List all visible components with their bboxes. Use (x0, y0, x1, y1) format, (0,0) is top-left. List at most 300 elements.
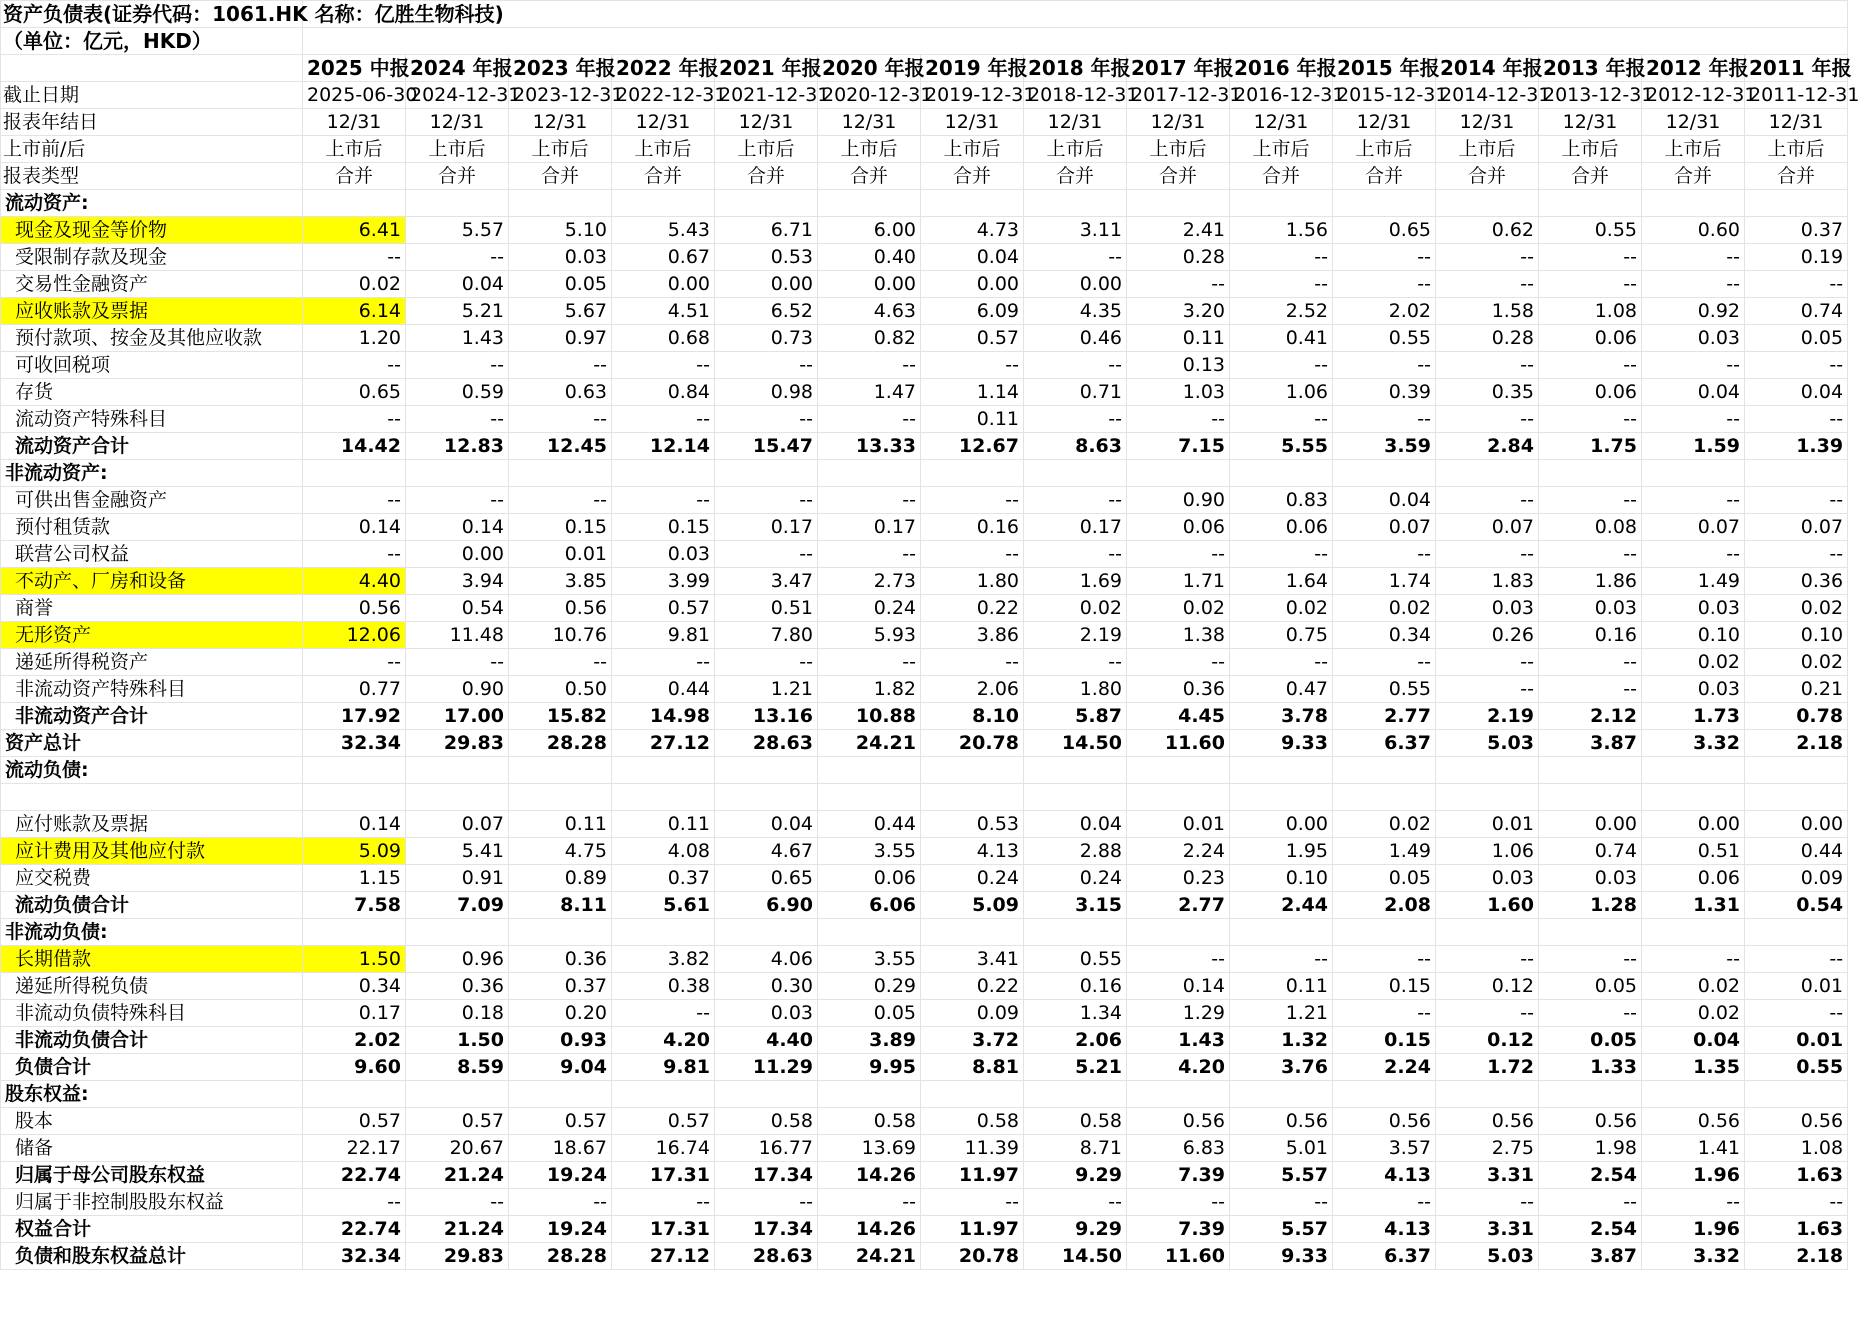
value-cell[interactable]: -- (1127, 945, 1230, 972)
value-cell[interactable] (1024, 784, 1127, 811)
row-label-cell[interactable]: 存货 (1, 379, 303, 406)
value-cell[interactable]: 3.47 (715, 568, 818, 595)
value-cell[interactable]: 28.63 (715, 730, 818, 757)
value-cell[interactable]: 2012-12-31 (1642, 82, 1745, 109)
value-cell[interactable]: -- (1436, 649, 1539, 676)
value-cell[interactable] (303, 918, 406, 945)
value-cell[interactable]: 1.96 (1642, 1215, 1745, 1242)
value-cell[interactable]: 0.04 (1745, 379, 1848, 406)
value-cell[interactable]: 8.81 (921, 1053, 1024, 1080)
value-cell[interactable]: 3.57 (1333, 1134, 1436, 1161)
value-cell[interactable]: 9.04 (509, 1053, 612, 1080)
value-cell[interactable]: 1.83 (1436, 568, 1539, 595)
value-cell[interactable]: 合并 (715, 163, 818, 190)
value-cell[interactable]: 0.54 (1745, 891, 1848, 918)
value-cell[interactable]: 0.96 (406, 945, 509, 972)
value-cell[interactable] (921, 190, 1024, 217)
value-cell[interactable]: 0.75 (1230, 622, 1333, 649)
value-cell[interactable]: 上市后 (1642, 136, 1745, 163)
value-cell[interactable]: 9.33 (1230, 730, 1333, 757)
row-label-cell[interactable]: 储备 (1, 1134, 303, 1161)
value-cell[interactable]: -- (303, 406, 406, 433)
value-cell[interactable]: -- (406, 352, 509, 379)
value-cell[interactable]: -- (509, 1188, 612, 1215)
value-cell[interactable]: 16.74 (612, 1134, 715, 1161)
value-cell[interactable]: 17.34 (715, 1215, 818, 1242)
value-cell[interactable]: 0.03 (509, 244, 612, 271)
value-cell[interactable]: 5.57 (1230, 1215, 1333, 1242)
value-cell[interactable]: 1.75 (1539, 433, 1642, 460)
value-cell[interactable]: 5.10 (509, 217, 612, 244)
value-cell[interactable]: 上市后 (303, 136, 406, 163)
value-cell[interactable]: 13.69 (818, 1134, 921, 1161)
value-cell[interactable]: 2015-12-31 (1333, 82, 1436, 109)
value-cell[interactable] (1642, 190, 1745, 217)
value-cell[interactable]: 18.67 (509, 1134, 612, 1161)
value-cell[interactable] (1230, 918, 1333, 945)
value-cell[interactable]: -- (818, 649, 921, 676)
value-cell[interactable]: 14.50 (1024, 730, 1127, 757)
value-cell[interactable]: 17.31 (612, 1161, 715, 1188)
value-cell[interactable]: -- (1539, 945, 1642, 972)
value-cell[interactable]: 0.02 (303, 271, 406, 298)
value-cell[interactable] (406, 784, 509, 811)
unit-filler[interactable] (303, 28, 1848, 55)
value-cell[interactable]: 5.67 (509, 298, 612, 325)
value-cell[interactable]: 12/31 (1745, 109, 1848, 136)
value-cell[interactable]: 19.24 (509, 1215, 612, 1242)
value-cell[interactable]: 1.80 (1024, 676, 1127, 703)
value-cell[interactable]: 1.80 (921, 568, 1024, 595)
value-cell[interactable] (818, 784, 921, 811)
value-cell[interactable]: -- (1745, 406, 1848, 433)
value-cell[interactable]: 0.24 (921, 864, 1024, 891)
value-cell[interactable]: 0.09 (921, 999, 1024, 1026)
row-label-cell[interactable]: 股本 (1, 1107, 303, 1134)
value-cell[interactable]: 0.06 (1230, 514, 1333, 541)
value-cell[interactable]: 0.11 (921, 406, 1024, 433)
value-cell[interactable]: 1.06 (1436, 837, 1539, 864)
row-label-cell[interactable]: 现金及现金等价物 (1, 217, 303, 244)
value-cell[interactable]: 3.32 (1642, 1242, 1745, 1269)
value-cell[interactable]: 0.02 (1745, 649, 1848, 676)
row-label-cell[interactable]: 流动资产合计 (1, 433, 303, 460)
value-cell[interactable] (1436, 918, 1539, 945)
value-cell[interactable] (509, 784, 612, 811)
value-cell[interactable] (818, 757, 921, 784)
value-cell[interactable]: -- (1230, 352, 1333, 379)
value-cell[interactable]: 7.80 (715, 622, 818, 649)
value-cell[interactable]: 0.00 (1642, 810, 1745, 837)
value-cell[interactable]: 0.57 (303, 1107, 406, 1134)
value-cell[interactable]: 1.50 (303, 945, 406, 972)
value-cell[interactable]: 3.86 (921, 622, 1024, 649)
value-cell[interactable]: 2.54 (1539, 1161, 1642, 1188)
value-cell[interactable]: 6.52 (715, 298, 818, 325)
value-cell[interactable]: 0.00 (818, 271, 921, 298)
value-cell[interactable] (921, 784, 1024, 811)
value-cell[interactable]: -- (1745, 541, 1848, 568)
value-cell[interactable]: 2.41 (1127, 217, 1230, 244)
value-cell[interactable]: 4.35 (1024, 298, 1127, 325)
value-cell[interactable]: 3.15 (1024, 891, 1127, 918)
value-cell[interactable]: -- (1539, 352, 1642, 379)
row-label-cell[interactable]: 长期借款 (1, 945, 303, 972)
value-cell[interactable]: -- (1642, 487, 1745, 514)
value-cell[interactable] (406, 757, 509, 784)
value-cell[interactable]: 0.30 (715, 972, 818, 999)
value-cell[interactable]: 1.21 (715, 676, 818, 703)
value-cell[interactable]: -- (1333, 271, 1436, 298)
value-cell[interactable]: 1.15 (303, 864, 406, 891)
value-cell[interactable]: 2017-12-31 (1127, 82, 1230, 109)
value-cell[interactable]: 12/31 (715, 109, 818, 136)
value-cell[interactable]: 0.82 (818, 325, 921, 352)
value-cell[interactable]: 12.83 (406, 433, 509, 460)
value-cell[interactable] (715, 757, 818, 784)
value-cell[interactable]: 0.21 (1745, 676, 1848, 703)
value-cell[interactable]: -- (1539, 1188, 1642, 1215)
value-cell[interactable]: 17.00 (406, 703, 509, 730)
value-cell[interactable]: 0.22 (921, 595, 1024, 622)
value-cell[interactable]: 0.03 (1642, 676, 1745, 703)
value-cell[interactable]: 0.65 (303, 379, 406, 406)
value-cell[interactable] (1333, 784, 1436, 811)
value-cell[interactable]: 14.50 (1024, 1242, 1127, 1269)
value-cell[interactable]: 1.03 (1127, 379, 1230, 406)
value-cell[interactable]: -- (1745, 945, 1848, 972)
row-label-cell[interactable] (1, 784, 303, 811)
value-cell[interactable]: 0.04 (1333, 487, 1436, 514)
value-cell[interactable]: 0.11 (1230, 972, 1333, 999)
value-cell[interactable]: 0.56 (303, 595, 406, 622)
value-cell[interactable]: 合并 (1127, 163, 1230, 190)
value-cell[interactable]: 1.82 (818, 676, 921, 703)
value-cell[interactable]: 20.78 (921, 1242, 1024, 1269)
value-cell[interactable]: 0.84 (612, 379, 715, 406)
row-label-cell[interactable]: 非流动负债特殊科目 (1, 999, 303, 1026)
value-cell[interactable]: 3.87 (1539, 730, 1642, 757)
value-cell[interactable]: 上市后 (406, 136, 509, 163)
value-cell[interactable]: 2.08 (1333, 891, 1436, 918)
value-cell[interactable]: -- (1436, 1188, 1539, 1215)
value-cell[interactable]: 0.92 (1642, 298, 1745, 325)
value-cell[interactable]: 0.83 (1230, 487, 1333, 514)
period-header-cell[interactable]: 2019 年报 (921, 55, 1024, 82)
value-cell[interactable]: -- (1024, 352, 1127, 379)
value-cell[interactable]: 5.57 (406, 217, 509, 244)
value-cell[interactable]: 合并 (1539, 163, 1642, 190)
value-cell[interactable]: 0.03 (1539, 864, 1642, 891)
value-cell[interactable] (1230, 190, 1333, 217)
value-cell[interactable] (509, 460, 612, 487)
row-label-cell[interactable]: 非流动资产合计 (1, 703, 303, 730)
value-cell[interactable] (818, 190, 921, 217)
value-cell[interactable]: 1.59 (1642, 433, 1745, 460)
value-cell[interactable]: 6.37 (1333, 1242, 1436, 1269)
value-cell[interactable] (1436, 1080, 1539, 1107)
value-cell[interactable]: -- (303, 487, 406, 514)
value-cell[interactable]: 0.11 (612, 810, 715, 837)
value-cell[interactable]: 1.64 (1230, 568, 1333, 595)
value-cell[interactable]: 17.92 (303, 703, 406, 730)
value-cell[interactable] (1024, 460, 1127, 487)
value-cell[interactable]: 0.17 (715, 514, 818, 541)
value-cell[interactable]: 11.60 (1127, 1242, 1230, 1269)
value-cell[interactable]: 14.26 (818, 1215, 921, 1242)
value-cell[interactable] (921, 1080, 1024, 1107)
value-cell[interactable]: 0.57 (406, 1107, 509, 1134)
value-cell[interactable]: 0.77 (303, 676, 406, 703)
value-cell[interactable]: -- (612, 352, 715, 379)
value-cell[interactable]: 0.56 (509, 595, 612, 622)
value-cell[interactable]: 12/31 (1436, 109, 1539, 136)
value-cell[interactable]: 7.39 (1127, 1215, 1230, 1242)
value-cell[interactable]: 9.29 (1024, 1161, 1127, 1188)
value-cell[interactable]: 0.55 (1745, 1053, 1848, 1080)
row-label-cell[interactable]: 预付款项、按金及其他应收款 (1, 325, 303, 352)
value-cell[interactable]: 0.04 (921, 244, 1024, 271)
value-cell[interactable]: 11.29 (715, 1053, 818, 1080)
value-cell[interactable]: 5.55 (1230, 433, 1333, 460)
value-cell[interactable]: 0.07 (1745, 514, 1848, 541)
value-cell[interactable]: 1.32 (1230, 1026, 1333, 1053)
value-cell[interactable]: -- (715, 352, 818, 379)
value-cell[interactable]: -- (1230, 649, 1333, 676)
value-cell[interactable]: 7.58 (303, 891, 406, 918)
value-cell[interactable]: 9.29 (1024, 1215, 1127, 1242)
row-label-cell[interactable]: 应交税费 (1, 864, 303, 891)
value-cell[interactable]: 1.14 (921, 379, 1024, 406)
value-cell[interactable]: -- (1436, 352, 1539, 379)
value-cell[interactable]: 5.09 (921, 891, 1024, 918)
value-cell[interactable] (1642, 784, 1745, 811)
value-cell[interactable]: 27.12 (612, 730, 715, 757)
value-cell[interactable]: -- (1539, 406, 1642, 433)
value-cell[interactable]: -- (303, 649, 406, 676)
value-cell[interactable]: -- (1745, 271, 1848, 298)
value-cell[interactable]: 2011-12-31 (1745, 82, 1848, 109)
value-cell[interactable]: 0.01 (1436, 810, 1539, 837)
value-cell[interactable]: 3.11 (1024, 217, 1127, 244)
value-cell[interactable]: 14.98 (612, 703, 715, 730)
value-cell[interactable]: 0.05 (1333, 864, 1436, 891)
value-cell[interactable]: 0.14 (406, 514, 509, 541)
value-cell[interactable]: 12/31 (1127, 109, 1230, 136)
value-cell[interactable]: 0.98 (715, 379, 818, 406)
value-cell[interactable]: 0.17 (1024, 514, 1127, 541)
value-cell[interactable]: 28.28 (509, 1242, 612, 1269)
value-cell[interactable]: 2.06 (1024, 1026, 1127, 1053)
value-cell[interactable]: 7.39 (1127, 1161, 1230, 1188)
value-cell[interactable]: 1.43 (406, 325, 509, 352)
value-cell[interactable]: 5.93 (818, 622, 921, 649)
value-cell[interactable]: 上市后 (1436, 136, 1539, 163)
value-cell[interactable]: 2.12 (1539, 703, 1642, 730)
value-cell[interactable]: 2023-12-31 (509, 82, 612, 109)
value-cell[interactable] (1539, 190, 1642, 217)
value-cell[interactable]: 4.13 (1333, 1161, 1436, 1188)
value-cell[interactable]: 2.06 (921, 676, 1024, 703)
value-cell[interactable]: 1.74 (1333, 568, 1436, 595)
value-cell[interactable]: 0.07 (1333, 514, 1436, 541)
value-cell[interactable]: 0.55 (1024, 945, 1127, 972)
value-cell[interactable]: 5.61 (612, 891, 715, 918)
value-cell[interactable]: 11.48 (406, 622, 509, 649)
value-cell[interactable] (509, 757, 612, 784)
value-cell[interactable]: 合并 (921, 163, 1024, 190)
value-cell[interactable]: 0.07 (1642, 514, 1745, 541)
value-cell[interactable] (1642, 1080, 1745, 1107)
value-cell[interactable]: -- (1539, 541, 1642, 568)
value-cell[interactable]: 9.81 (612, 1053, 715, 1080)
value-cell[interactable]: 1.56 (1230, 217, 1333, 244)
value-cell[interactable]: 0.18 (406, 999, 509, 1026)
value-cell[interactable]: 0.04 (1642, 379, 1745, 406)
value-cell[interactable] (1333, 1080, 1436, 1107)
value-cell[interactable]: 1.41 (1642, 1134, 1745, 1161)
value-cell[interactable]: 2016-12-31 (1230, 82, 1333, 109)
value-cell[interactable]: 13.16 (715, 703, 818, 730)
value-cell[interactable]: 10.88 (818, 703, 921, 730)
value-cell[interactable]: 28.63 (715, 1242, 818, 1269)
value-cell[interactable]: 12/31 (818, 109, 921, 136)
value-cell[interactable]: 6.09 (921, 298, 1024, 325)
value-cell[interactable]: 2024-12-31 (406, 82, 509, 109)
value-cell[interactable]: 0.03 (612, 541, 715, 568)
value-cell[interactable] (715, 190, 818, 217)
value-cell[interactable]: 0.17 (818, 514, 921, 541)
value-cell[interactable]: 0.10 (1230, 864, 1333, 891)
value-cell[interactable]: 12/31 (1539, 109, 1642, 136)
period-header-cell[interactable]: 2022 年报 (612, 55, 715, 82)
value-cell[interactable] (1333, 757, 1436, 784)
period-header-cell[interactable]: 2018 年报 (1024, 55, 1127, 82)
value-cell[interactable] (1745, 757, 1848, 784)
value-cell[interactable]: -- (921, 541, 1024, 568)
value-cell[interactable]: -- (1230, 271, 1333, 298)
value-cell[interactable]: 3.20 (1127, 298, 1230, 325)
value-cell[interactable]: 0.37 (1745, 217, 1848, 244)
value-cell[interactable]: 0.16 (1539, 622, 1642, 649)
value-cell[interactable]: -- (1642, 352, 1745, 379)
value-cell[interactable]: 1.63 (1745, 1161, 1848, 1188)
value-cell[interactable]: -- (1642, 1188, 1745, 1215)
value-cell[interactable]: -- (818, 352, 921, 379)
value-cell[interactable]: 0.00 (921, 271, 1024, 298)
value-cell[interactable]: -- (303, 541, 406, 568)
value-cell[interactable]: 0.65 (715, 864, 818, 891)
value-cell[interactable]: 0.67 (612, 244, 715, 271)
row-label-cell[interactable]: 上市前/后 (1, 136, 303, 163)
value-cell[interactable]: 0.16 (921, 514, 1024, 541)
value-cell[interactable]: 0.02 (1642, 649, 1745, 676)
value-cell[interactable]: 上市后 (818, 136, 921, 163)
value-cell[interactable]: 3.78 (1230, 703, 1333, 730)
value-cell[interactable]: 5.43 (612, 217, 715, 244)
value-cell[interactable] (1127, 190, 1230, 217)
value-cell[interactable]: -- (1642, 945, 1745, 972)
value-cell[interactable] (612, 460, 715, 487)
period-header-cell[interactable]: 2021 年报 (715, 55, 818, 82)
value-cell[interactable]: 6.83 (1127, 1134, 1230, 1161)
value-cell[interactable] (1745, 918, 1848, 945)
value-cell[interactable]: 6.37 (1333, 730, 1436, 757)
value-cell[interactable]: -- (1333, 999, 1436, 1026)
value-cell[interactable]: 9.95 (818, 1053, 921, 1080)
value-cell[interactable]: -- (818, 487, 921, 514)
value-cell[interactable]: 5.03 (1436, 730, 1539, 757)
value-cell[interactable]: 2.88 (1024, 837, 1127, 864)
value-cell[interactable]: 6.90 (715, 891, 818, 918)
value-cell[interactable]: 11.97 (921, 1161, 1024, 1188)
value-cell[interactable]: -- (1230, 945, 1333, 972)
value-cell[interactable]: 3.85 (509, 568, 612, 595)
value-cell[interactable]: -- (509, 352, 612, 379)
value-cell[interactable]: -- (921, 487, 1024, 514)
value-cell[interactable]: -- (1436, 487, 1539, 514)
value-cell[interactable]: 0.57 (612, 1107, 715, 1134)
value-cell[interactable]: -- (1436, 999, 1539, 1026)
row-label-cell[interactable]: 负债和股东权益总计 (1, 1242, 303, 1269)
value-cell[interactable]: 1.60 (1436, 891, 1539, 918)
value-cell[interactable]: 0.01 (1127, 810, 1230, 837)
value-cell[interactable]: -- (1436, 271, 1539, 298)
value-cell[interactable]: 0.44 (1745, 837, 1848, 864)
value-cell[interactable]: 2019-12-31 (921, 82, 1024, 109)
value-cell[interactable]: 0.01 (509, 541, 612, 568)
value-cell[interactable]: 合并 (303, 163, 406, 190)
value-cell[interactable]: 4.73 (921, 217, 1024, 244)
value-cell[interactable]: 0.58 (921, 1107, 1024, 1134)
value-cell[interactable] (612, 757, 715, 784)
value-cell[interactable]: 上市后 (1230, 136, 1333, 163)
value-cell[interactable]: -- (1024, 244, 1127, 271)
row-label-cell[interactable]: 权益合计 (1, 1215, 303, 1242)
value-cell[interactable]: 4.40 (303, 568, 406, 595)
value-cell[interactable]: -- (612, 406, 715, 433)
value-cell[interactable] (1539, 1080, 1642, 1107)
value-cell[interactable]: -- (1642, 406, 1745, 433)
value-cell[interactable]: 29.83 (406, 1242, 509, 1269)
value-cell[interactable]: 1.21 (1230, 999, 1333, 1026)
value-cell[interactable]: 2021-12-31 (715, 82, 818, 109)
value-cell[interactable]: 0.02 (1333, 595, 1436, 622)
value-cell[interactable]: 0.15 (1333, 1026, 1436, 1053)
value-cell[interactable]: -- (1642, 244, 1745, 271)
value-cell[interactable]: 0.36 (406, 972, 509, 999)
value-cell[interactable]: -- (1745, 999, 1848, 1026)
unit-label[interactable]: （单位：亿元，HKD） (1, 28, 303, 55)
value-cell[interactable]: 0.73 (715, 325, 818, 352)
row-label-cell[interactable]: 归属于非控制股股东权益 (1, 1188, 303, 1215)
value-cell[interactable]: -- (1230, 1188, 1333, 1215)
value-cell[interactable]: 0.03 (1436, 864, 1539, 891)
value-cell[interactable]: -- (612, 1188, 715, 1215)
value-cell[interactable]: 5.21 (406, 298, 509, 325)
value-cell[interactable] (921, 460, 1024, 487)
value-cell[interactable]: 0.40 (818, 244, 921, 271)
value-cell[interactable]: 0.12 (1436, 972, 1539, 999)
value-cell[interactable] (1230, 1080, 1333, 1107)
value-cell[interactable]: 0.05 (1745, 325, 1848, 352)
value-cell[interactable]: 5.21 (1024, 1053, 1127, 1080)
value-cell[interactable]: 0.91 (406, 864, 509, 891)
value-cell[interactable]: 12/31 (303, 109, 406, 136)
value-cell[interactable]: 4.13 (1333, 1215, 1436, 1242)
value-cell[interactable]: -- (303, 244, 406, 271)
value-cell[interactable]: 20.78 (921, 730, 1024, 757)
